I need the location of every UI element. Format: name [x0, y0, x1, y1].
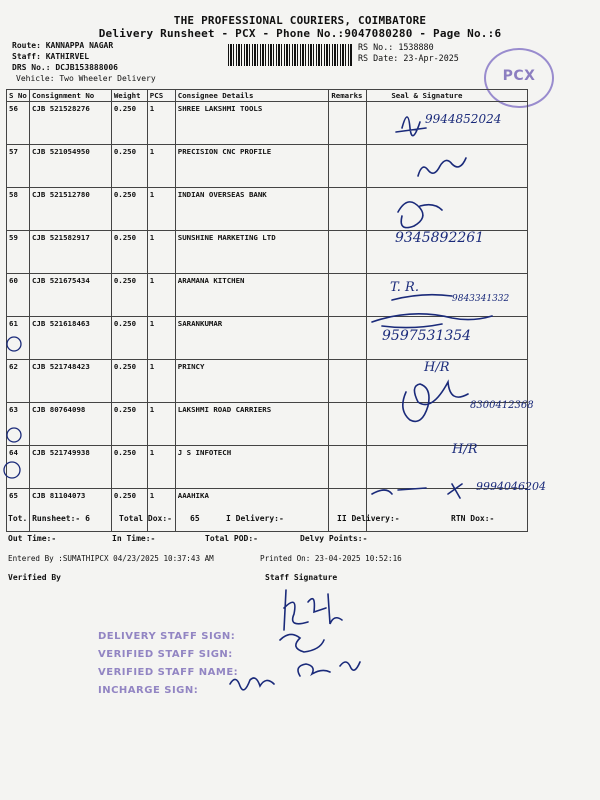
handwritten-phone-56: 9944852024: [425, 112, 502, 126]
rs-date: RS Date: 23-Apr-2025: [358, 53, 459, 63]
cell-consignee: SARANKUMAR: [175, 317, 329, 360]
col-consignee: Consignee Details: [175, 90, 329, 102]
cell-consignee: SUNSHINE MARKETING LTD: [175, 231, 329, 274]
cell-weight: 0.250: [111, 102, 147, 145]
cell-consignment: CJB 521054950: [29, 145, 111, 188]
handwritten-note-64: H/R: [452, 442, 478, 457]
handwritten-note-62: H/R: [424, 360, 450, 375]
pcx-stamp-text: PCX: [502, 68, 536, 84]
cell-pcs: 1: [147, 274, 175, 317]
cell-consignment: CJB 521749938: [29, 446, 111, 489]
i-delivery: I Delivery:-: [226, 514, 284, 523]
signature-scribble-56: [396, 117, 426, 136]
cell-consignee: AAAHIKA: [175, 489, 329, 532]
vehicle-label: Vehicle: Two Wheeler Delivery: [16, 74, 156, 83]
handwritten-phone-59: 9345892261: [395, 230, 485, 246]
cell-sno: 64: [7, 446, 30, 489]
cell-weight: 0.250: [111, 446, 147, 489]
signature-scribble-60: [392, 295, 452, 300]
stamp-line-incharge: INCHARGE SIGN:: [98, 685, 199, 696]
cell-consignment: CJB 521675434: [29, 274, 111, 317]
cell-pcs: 1: [147, 188, 175, 231]
col-sno: S No: [7, 90, 30, 102]
margin-circle-65: [4, 462, 20, 478]
total-dox-label: Total Dox:-: [119, 514, 172, 523]
cell-sno: 56: [7, 102, 30, 145]
cell-sno: 62: [7, 360, 30, 403]
delvy-points: Delvy Points:-: [300, 534, 368, 543]
cell-pcs: 1: [147, 145, 175, 188]
cell-weight: 0.250: [111, 188, 147, 231]
col-remarks: Remarks: [329, 90, 367, 102]
cell-weight: 0.250: [111, 317, 147, 360]
signature-incharge: [230, 678, 274, 690]
company-title: THE PROFESSIONAL COURIERS, COIMBATORE: [173, 14, 427, 27]
staff-signature-label: Staff Signature: [265, 573, 338, 582]
verification-stamp: [98, 628, 238, 700]
cell-consignee: ARAMANA KITCHEN: [175, 274, 329, 317]
margin-circle-61: [7, 337, 21, 351]
margin-circle-64: [7, 428, 21, 442]
handwritten-phone-60: 9843341332: [452, 294, 510, 304]
cell-consignment: CJB 81104073: [29, 489, 111, 532]
stamp-line-verified-sign: VERIFIED STAFF SIGN:: [98, 649, 233, 660]
drs-label: DRS No.: DCJB153888006: [12, 63, 118, 72]
runsheet-subtitle: Delivery Runsheet - PCX - Phone No.:9047080280 - Page No.:6: [98, 27, 502, 40]
handwritten-phone-65: 9994046204: [476, 480, 546, 493]
cell-consignment: CJB 521748423: [29, 360, 111, 403]
cell-sno: 65: [7, 489, 30, 532]
cell-pcs: 1: [147, 360, 175, 403]
handwritten-phone-61: 9597531354: [382, 328, 472, 344]
cell-consignee: J S INFOTECH: [175, 446, 329, 489]
signature-scribble-65: [372, 484, 462, 498]
total-dox-value: 65: [190, 514, 200, 523]
staff-signatures: [220, 580, 380, 710]
col-pcs: PCS: [147, 90, 175, 102]
cell-weight: 0.250: [111, 274, 147, 317]
cell-sno: 58: [7, 188, 30, 231]
verified-by: Verified By: [8, 573, 61, 582]
stamp-line-verified-name: VERIFIED STAFF NAME:: [98, 667, 239, 678]
printed-on: Printed On: 23-04-2025 10:52:16: [260, 554, 402, 563]
ii-delivery: II Delivery:-: [337, 514, 400, 523]
out-time: Out Time:-: [8, 534, 57, 543]
cell-sno: 61: [7, 317, 30, 360]
cell-pcs: 1: [147, 231, 175, 274]
cell-consignee: PRECISION CNC PROFILE: [175, 145, 329, 188]
route-label: Route: KANNAPPA NAGAR: [12, 41, 114, 50]
signature-scribble-61: [372, 314, 492, 328]
col-weight: Weight: [111, 90, 147, 102]
signature-scribble-57: [418, 158, 466, 176]
cell-weight: 0.250: [111, 489, 147, 532]
cell-weight: 0.250: [111, 145, 147, 188]
rtn-dox: RTN Dox:-: [451, 514, 495, 523]
signature-scribble-58: [398, 202, 442, 228]
cell-sno: 59: [7, 231, 30, 274]
signature-second: [280, 634, 360, 676]
signature-scribble-63: [403, 382, 468, 421]
cell-pcs: 1: [147, 317, 175, 360]
cell-consignment: CJB 80764098: [29, 403, 111, 446]
col-seal-signature: Seal & Signature: [367, 90, 528, 102]
cell-sno: 60: [7, 274, 30, 317]
tot-runsheet: Tot. Runsheet:- 6: [8, 514, 90, 523]
cell-pcs: 1: [147, 403, 175, 446]
handwritten-phone-63: 8300412368: [470, 400, 534, 411]
cell-consignment: CJB 521582917: [29, 231, 111, 274]
handwritten-initials-60: T. R.: [390, 280, 419, 295]
cell-sno: 63: [7, 403, 30, 446]
cell-weight: 0.250: [111, 231, 147, 274]
cell-consignment: CJB 521512780: [29, 188, 111, 231]
cell-pcs: 1: [147, 102, 175, 145]
stamp-line-delivery: DELIVERY STAFF SIGN:: [98, 631, 236, 642]
cell-pcs: 1: [147, 446, 175, 489]
cell-pcs: 1: [147, 489, 175, 532]
cell-consignee: PRINCY: [175, 360, 329, 403]
in-time: In Time:-: [112, 534, 156, 543]
col-consignment: Consignment No: [29, 90, 111, 102]
entered-by: Entered By :SUMATHIPCX 04/23/2025 10:37:43 AM: [8, 554, 214, 563]
cell-weight: 0.250: [111, 360, 147, 403]
staff-label: Staff: KATHIRVEL: [12, 52, 90, 61]
cell-consignee: INDIAN OVERSEAS BANK: [175, 188, 329, 231]
cell-consignment: CJB 521528276: [29, 102, 111, 145]
signature-kathirvel: [284, 590, 342, 630]
rs-no: RS No.: 1538880: [358, 42, 434, 52]
cell-sno: 57: [7, 145, 30, 188]
cell-consignment: CJB 521618463: [29, 317, 111, 360]
total-pod: Total POD:-: [205, 534, 258, 543]
cell-consignee: SHREE LAKSHMI TOOLS: [175, 102, 329, 145]
cell-weight: 0.250: [111, 403, 147, 446]
cell-consignee: LAKSHMI ROAD CARRIERS: [175, 403, 329, 446]
